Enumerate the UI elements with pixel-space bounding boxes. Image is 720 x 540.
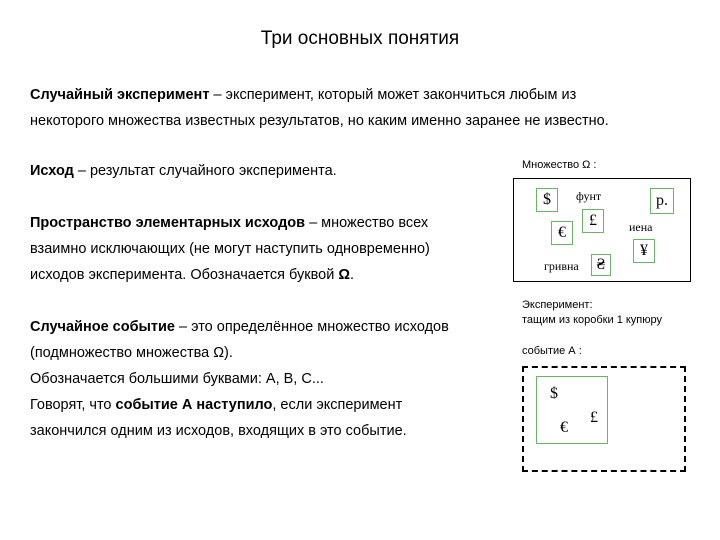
pound-item: £	[582, 209, 604, 233]
experiment-line2: некоторого множества известных результатов, но каким именно заранее не известно.	[30, 113, 609, 129]
omega-symbol: Ω	[338, 267, 350, 283]
event-line4-a: Говорят, что	[30, 397, 116, 413]
ruble-item: р.	[650, 188, 674, 214]
event-line2: (подмножество множества Ω).	[30, 345, 233, 361]
pound-label: фунт	[576, 189, 602, 203]
sample-space-definition	[30, 210, 430, 288]
outcome-text: – результат случайного эксперимента.	[73, 163, 337, 179]
event-line3: Обозначается большими буквами: А, В, С...	[30, 371, 324, 387]
experiment-term: Случайный эксперимент	[30, 87, 210, 103]
euro-item: €	[551, 221, 573, 245]
set-omega-label: Множество Ω :	[522, 159, 597, 171]
outcome-definition	[30, 158, 337, 184]
hryvnia-item: ₴	[591, 254, 611, 276]
experiment-line1: – эксперимент, который может закончиться любым из	[209, 87, 577, 103]
event-line4-b: , если эксперимент	[272, 397, 403, 413]
yen-label: иена	[629, 220, 653, 234]
outcome-term: Исход	[30, 163, 74, 179]
experiment-definition	[30, 82, 609, 134]
event-line1: – это определённое множество исходов	[175, 319, 449, 335]
sample-space-line3: исходов эксперимента. Обозначается буквой	[30, 267, 339, 283]
event-a-box	[522, 366, 686, 472]
yen-item: ¥	[633, 239, 655, 263]
event-a-pound-item: £	[583, 407, 605, 431]
event-a-inner-box	[536, 376, 608, 444]
event-a-label: событие А :	[522, 345, 582, 357]
sample-space-line2: взаимно исключающих (не могут наступить одновременно)	[30, 241, 430, 257]
sample-space-dot: .	[349, 267, 354, 283]
event-line5: закончился одним из исходов, входящих в это событие.	[30, 423, 407, 439]
event-term: Случайное событие	[30, 319, 175, 335]
experiment-note-label: Эксперимент:	[522, 299, 593, 311]
experiment-note-text: тащим из коробки 1 купюру	[522, 314, 663, 326]
dollar-item: $	[536, 188, 558, 212]
event-definition	[30, 314, 449, 444]
sample-space-line1: – множество всех	[305, 215, 429, 231]
page-title: Три основных понятия	[260, 28, 460, 49]
experiment-note	[522, 298, 662, 328]
set-omega-box	[513, 178, 691, 282]
event-occurred-term: событие А наступило	[115, 397, 273, 413]
sample-space-term: Пространство элементарных исходов	[30, 215, 306, 231]
event-a-dollar-item: $	[543, 383, 565, 407]
hryvnia-label: гривна	[544, 259, 579, 273]
event-a-euro-item: €	[553, 417, 575, 441]
